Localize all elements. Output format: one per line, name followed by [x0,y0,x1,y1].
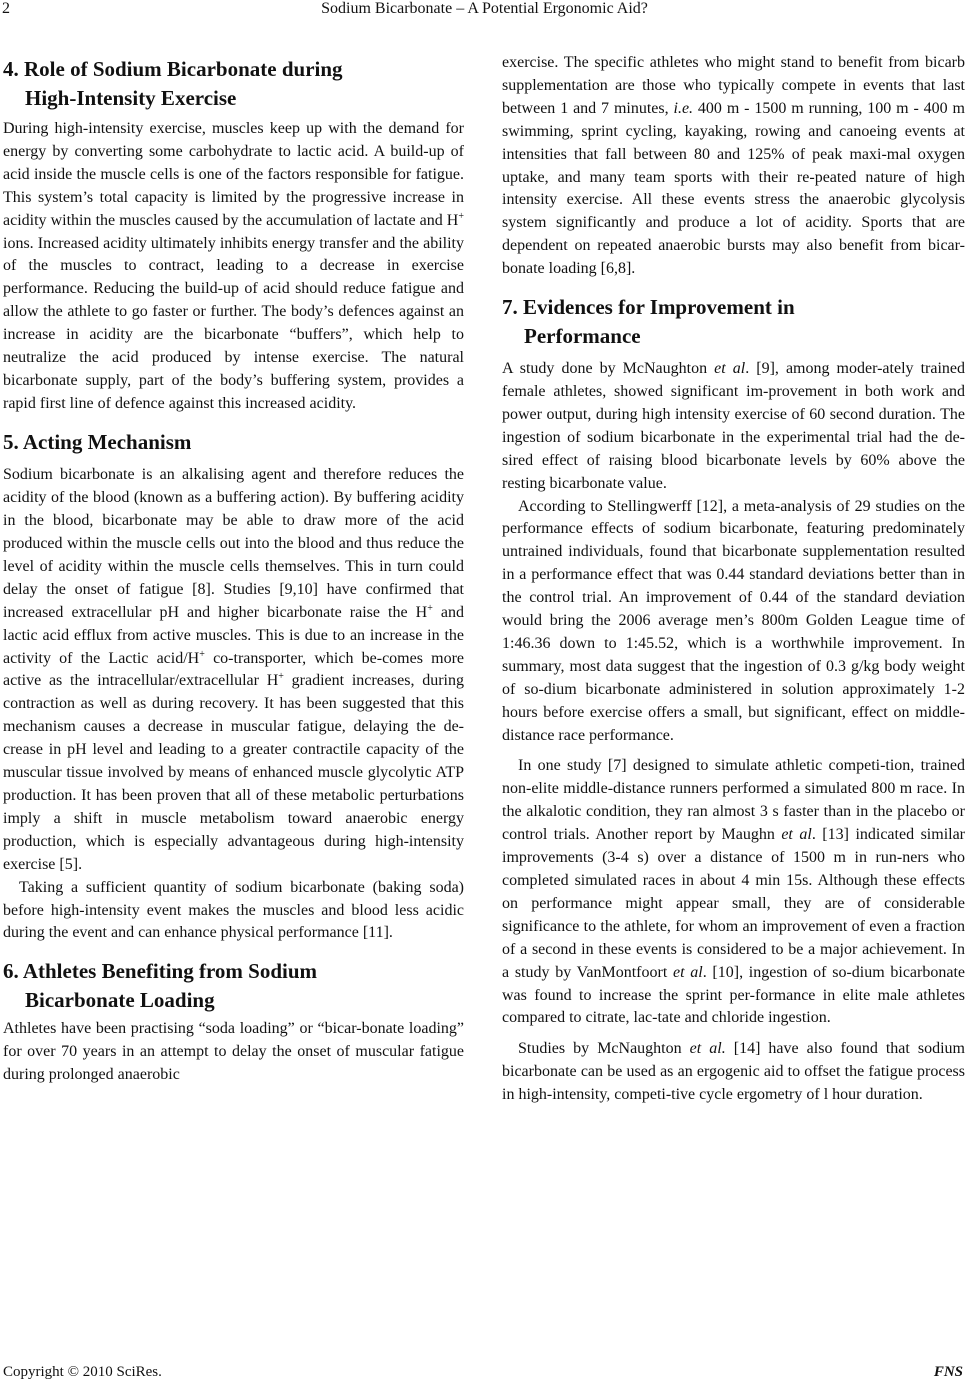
section-6-heading [3,957,464,1014]
section-4-heading-line-2: High-Intensity Exercise [25,85,237,110]
section-7-paragraph-2: According to Stellingwerff [12], a meta-analysis of 29 studies on the performance effects of sodium bicarbonate, featuring predominately untrained individuals, found that bicarbonate supplementation resulted in a performance effect that was 0.44 standard deviations better than in the control trial. An improvement of 0.44 of the standard deviation would bring the 2006 average men’s 800m Golden League time of 1:46.36 down to 1:45.52, which is a worthwhile improvement. In summary, most data suggest that the ingestion of 0.3 g/kg body weight of so-dium bicarbonate administered in solution approximately 1-2 hours before exercise offers a small, but significant, effect on middle-distance race performance. [502,497,965,744]
section-5-heading: 5. Acting Mechanism [3,429,192,454]
page-number: 2 [2,0,10,17]
section-6-heading-line-1: 6. Athletes Benefiting from Sodium [3,959,318,984]
section-4-paragraph: During high-intensity exercise, muscles keep up with the demand for energy by converting some carbohydrate to lactic acid. A build-up of acid inside the muscle cells is one of the factors responsible for fatigue. This system’s total capacity is limited by the progressive increase in acidity within the muscles caused by the accumulation of lactate and H+ ions. Increased acidity ultimately inhibits energy transfer and the ability of the muscles to contract, leading to a decrease in exercise performance. Reducing the build-up of acid should reduce fatigue and allow the athlete to go faster or further. The body’s defences against an increase in acidity are the bicarbonate “buffers”, which help to neutralize the acid produced by intense exercise. The natural bicarbonate supply, part of the body’s buffering system, provides a rapid first line of defence against this increased acidity. [3,120,464,412]
section-6-paragraph-continued: exercise. The specific athletes who might stand to benefit from bicarb supplementation are those who typically compete in events that last between 1 and 7 minutes, i.e. 400 m - 1500 m running, 100 m - 400 m swimming, sprint cycling, kayaking, rowing and canoeing events at intensities that fall between 80 and 125% of peak maxi-mal oxygen uptake, and many team sports with their re-peated nature of high intensity exercise. All these events stress the anaerobic glycolysis system significantly and produce a lot of acidity. Sports that are dependent on repeated anaerobic bursts may also benefit from bicar-bonate loading [6,8]. [502,54,965,278]
section-5-paragraph-1: Sodium bicarbonate is an alkalising agent and therefore reduces the acidity of the blood (known as a buffering action). By buffering acidity in the blood, bicarbonate may be able to draw more of the acid produced within the muscle cells out into the blood and thus reduce the level of acidity within the muscle cells themselves. This in turn could delay the onset of fatigue [8]. Studies [9,10] have confirmed that increased extracellular pH and higher bicarbonate raise the H+ and lactic acid efflux from active muscles. This is due to an increase in the activity of the Lactic acid/H+ co-transporter, which be-comes more active as the intracellular/extracellular H+ gradient increases, during contraction as well as during recovery. It has been suggested that this mechanism causes a decrease in muscular fatigue, delaying the de-crease in pH level and leading to a greater contractile capacity of the muscular tissue involved by means of enhanced muscle glycolytic ATP production. It has been proven that all of these metabolic perturbations imply a shift in muscle metabolism toward anaerobic energy production, which is especially advantageous during high-intensity exercise [5]. [3,466,465,873]
section-7-heading-line-2: Performance [524,323,641,348]
left-column [3,52,464,1087]
section-5-paragraph-2: Taking a sufficient quantity of sodium bicarbonate (baking soda) before high-intensity event makes the muscles and blood less acidic during the event and can enhance physical performance [11]. [3,878,464,942]
section-7-paragraph-4: Studies by McNaughton et al. [14] have also found that sodium bicarbonate can be used as an ergogenic aid to offset the fatigue process in high-intensity, competi-tive cycle ergometry of l hour duration. [502,1040,965,1104]
section-7-heading-line-1: 7. Evidences for Improvement in [502,295,795,320]
section-6-paragraph: Athletes have been practising “soda loading” or “bicar-bonate loading” for over 70 years in an attempt to delay the onset of muscular fatigue during prolonged anaerobic [3,1020,464,1084]
section-7-paragraph-3: In one study [7] designed to simulate athletic competi-tion, trained non-elite middle-distance runners performed a simulated 800 m race. In the alkalotic condition, they ran almost 3 s faster than in the placebo or control trials. Another report by Maughn et al. [13] indicated similar improvements (3-4 s) over a distance of 1500 m in run-ners who completed simulated races in about 4 min 15s. Although these effects on performance might appear small, they are of considerable significance to the athlete, for whom an improvement of even a fraction of a second in these events is considered to be a major achievement. In a study by VanMontfoort et al. [10], ingestion of so-dium bicarbonate was found to increase the sprint per-formance in elite male athletes compared to citrate, lac-tate and chloride ingestion. [502,757,966,1027]
section-7-paragraph-1: A study done by McNaughton et al. [9], among moder-ately trained female athletes, showed significant im-provement in both work and power output, during high intensity exercise of 60 second duration. The ingestion of sodium bicarbonate in the experimental trial had the de-sired effect of raising blood bicarbonate levels by 60% above the resting bicarbonate value. [502,360,965,492]
journal-abbreviation: FNS [933,1364,963,1380]
copyright-notice: Copyright © 2010 SciRes. [3,1364,162,1380]
section-4-heading-line-1: 4. Role of Sodium Bicarbonate during [3,57,343,81]
section-4-heading [3,55,464,112]
running-title: Sodium Bicarbonate – A Potential Ergonomic Aid? [321,0,648,17]
section-6-heading-line-2: Bicarbonate Loading [25,987,215,1012]
running-header [0,0,969,22]
right-column [502,52,965,1107]
section-7-heading [502,293,965,350]
